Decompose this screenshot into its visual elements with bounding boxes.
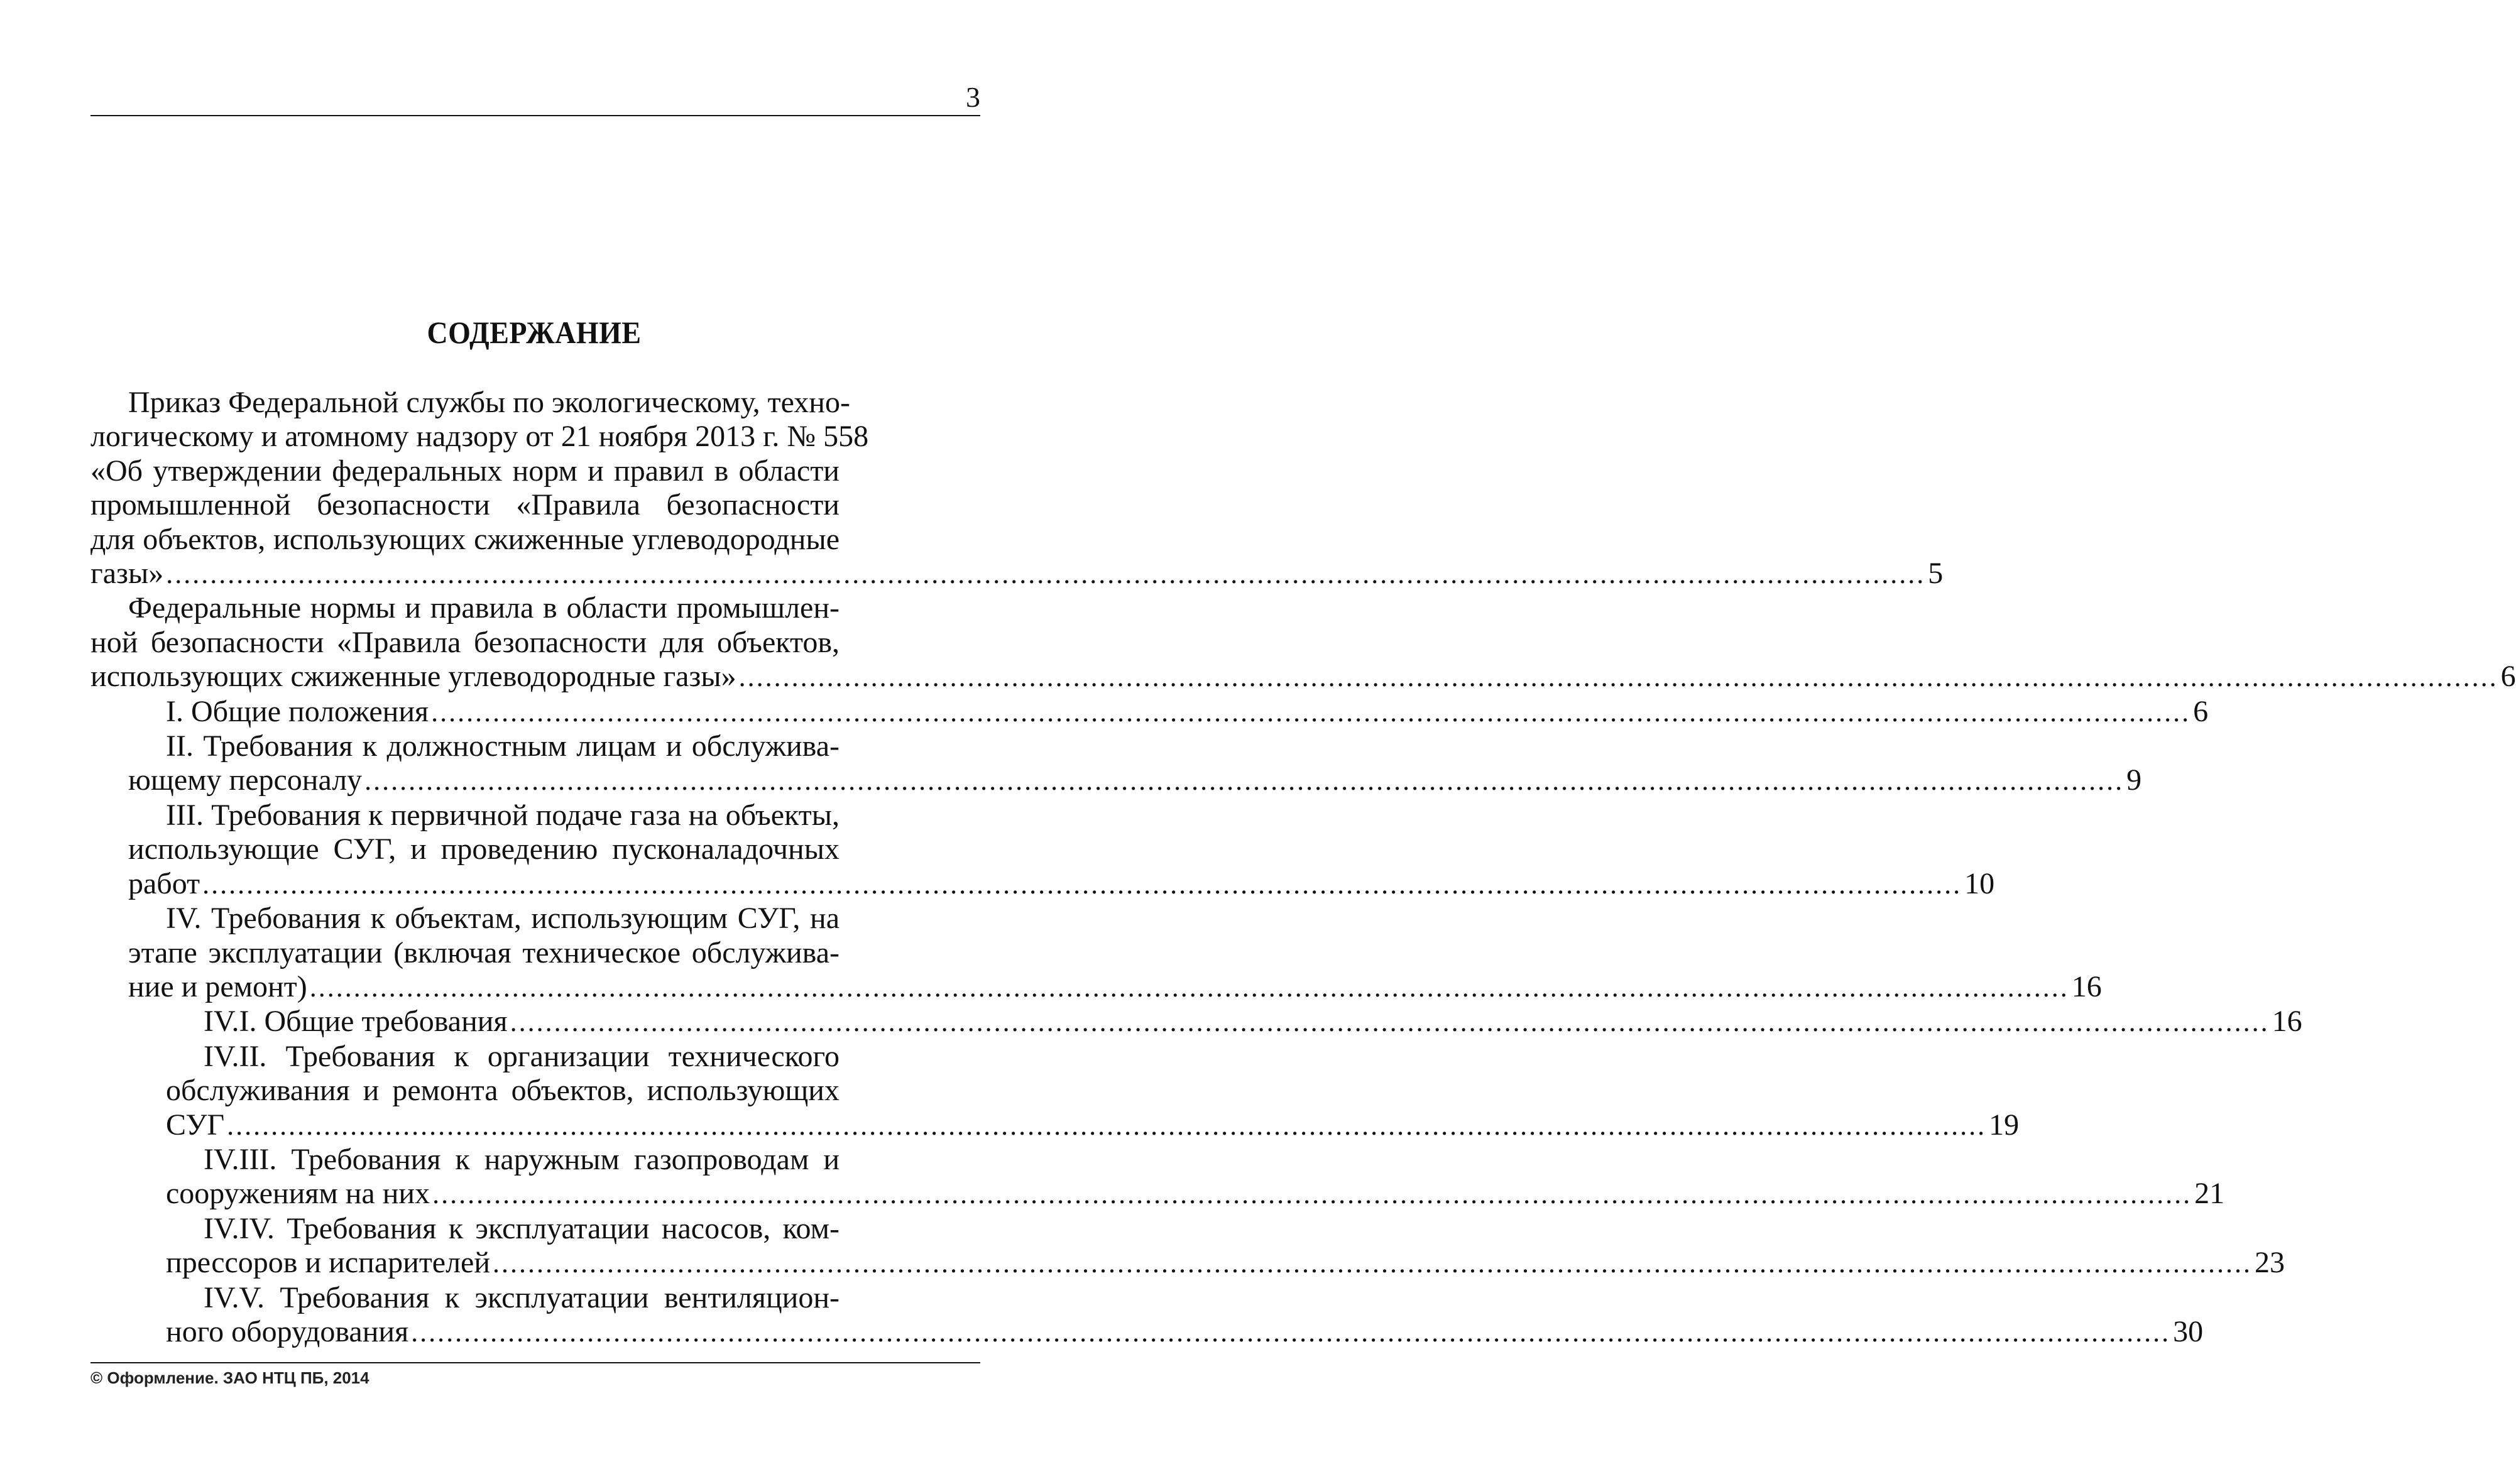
dot-leader: ........................................................................................................................................................................................................ — [202, 868, 1962, 900]
toc-entry-line: промышленной безопасности «Правила безопасности — [90, 488, 840, 522]
toc-entry-line: IV.V. Требования к эксплуатации вентиляцион- — [204, 1280, 840, 1314]
toc-entry-line: этапе эксплуатации (включая техническое обслужива- — [128, 936, 840, 969]
toc-entry-last-line — [166, 1005, 2302, 1039]
dot-leader: ........................................................................................................................................................................................................ — [309, 971, 2069, 1003]
toc-entry-last-line — [128, 969, 2102, 1005]
toc-entry[interactable] — [90, 386, 1944, 591]
toc-entry-line: логическому и атомному надзору от 21 ноября 2013 г. № 558 — [90, 420, 869, 454]
toc-entry-title: использующих сжиженные углеводородные газы» — [90, 660, 736, 694]
toc-entry[interactable] — [166, 1280, 2204, 1350]
toc-entry-last-line — [90, 557, 1944, 591]
toc-entry-line: IV.III. Требования к наружным газопроводам и — [204, 1142, 840, 1176]
toc-entry-line: IV. Требования к объектам, использующим СУГ, на — [166, 902, 840, 936]
header-rule — [90, 115, 980, 116]
toc-entry-line: для объектов, использующих сжиженные углеводородные — [90, 522, 840, 556]
toc-entry[interactable] — [166, 1142, 2225, 1212]
page-title: СОДЕРЖАНИЕ — [427, 315, 642, 350]
toc-entry-last-line — [166, 1177, 2225, 1211]
toc-entry-last-line — [90, 660, 2516, 694]
toc-entry-line: обслуживания и ремонта объектов, использующих — [166, 1074, 840, 1108]
toc-page-number: 5 — [1928, 557, 1944, 591]
dot-leader: ........................................................................................................................................................................................................ — [510, 1007, 2270, 1038]
dot-leader: ........................................................................................................................................................................................................ — [166, 559, 1926, 590]
toc-entry[interactable] — [90, 591, 2516, 694]
toc-entry-line: II. Требования к должностным лицам и обслужива- — [166, 729, 840, 763]
dot-leader: ........................................................................................................................................................................................................ — [364, 765, 2125, 797]
toc-entry-line: Федеральные нормы и правила в области промышлен- — [128, 591, 840, 625]
toc-entry[interactable] — [166, 1211, 2285, 1281]
toc-entry-line: IV.IV. Требования к эксплуатации насосов, ком- — [204, 1211, 840, 1245]
toc-entry-title: ние и ремонт) — [128, 969, 307, 1003]
toc-entry-last-line — [166, 1246, 2285, 1280]
toc-entry-last-line — [128, 763, 2142, 798]
toc-page-number: 6 — [2500, 660, 2516, 694]
toc-entry-title: IV.I. Общие требования — [204, 1005, 508, 1039]
dot-leader: ........................................................................................................................................................................................................ — [493, 1248, 2253, 1279]
toc-entry-title: работ — [128, 866, 200, 900]
toc-entry-line: использующие СУГ, и проведению пусконаладочных — [128, 832, 840, 866]
toc-entry-title: ного оборудования — [166, 1314, 409, 1348]
toc-page-number: 6 — [2193, 694, 2209, 728]
copyright-footer: © Оформление. ЗАО НТЦ ПБ, 2014 — [90, 1368, 369, 1387]
dot-leader: ........................................................................................................................................................................................................ — [411, 1316, 2171, 1348]
dot-leader: ........................................................................................................................................................................................................ — [431, 696, 2191, 728]
toc-entry[interactable] — [166, 1039, 2020, 1143]
toc-entry[interactable] — [128, 902, 2102, 1005]
toc-entry[interactable] — [128, 729, 2142, 799]
toc-entry-title: сооружениям на них — [166, 1177, 430, 1211]
toc-page-number: 10 — [1964, 866, 1995, 900]
toc-entry-line: ной безопасности «Правила безопасности для объектов, — [90, 625, 840, 659]
toc-entry-last-line — [128, 694, 2209, 729]
toc-entry-title: прессоров и испарителей — [166, 1246, 491, 1280]
toc-entry-line: III. Требования к первичной подаче газа на объекты, — [166, 798, 840, 832]
table-of-contents — [90, 386, 2516, 1350]
dot-leader: ........................................................................................................................................................................................................ — [227, 1110, 1987, 1141]
toc-entry-line: IV.II. Требования к организации технического — [204, 1039, 840, 1073]
dot-leader: ........................................................................................................................................................................................................ — [738, 662, 2498, 693]
toc-entry-last-line — [166, 1314, 2204, 1350]
footer-rule — [90, 1362, 980, 1363]
toc-page-number: 16 — [2272, 1005, 2302, 1039]
toc-page-number: 30 — [2173, 1314, 2204, 1348]
toc-page-number: 16 — [2071, 969, 2102, 1003]
toc-entry-last-line — [128, 866, 1995, 902]
toc-page-number: 19 — [1989, 1108, 2020, 1142]
toc-page-number: 9 — [2126, 763, 2142, 797]
toc-entry-last-line — [166, 1108, 2020, 1143]
page-number: 3 — [966, 81, 980, 113]
toc-entry-line: «Об утверждении федеральных норм и правил в области — [90, 454, 840, 488]
toc-page-number: 21 — [2194, 1177, 2225, 1211]
toc-entry[interactable] — [128, 798, 1995, 902]
toc-entry[interactable] — [166, 1005, 2302, 1039]
toc-entry[interactable] — [128, 694, 2209, 729]
toc-entry-title: ющему персоналу — [128, 763, 363, 797]
toc-entry-title: газы» — [90, 557, 164, 591]
dot-leader: ........................................................................................................................................................................................................ — [432, 1179, 2192, 1210]
toc-entry-line: Приказ Федеральной службы по экологическому, техно- — [128, 386, 850, 419]
toc-page-number: 23 — [2255, 1246, 2285, 1280]
toc-entry-title: I. Общие положения — [166, 694, 429, 728]
toc-entry-title: СУГ — [166, 1108, 225, 1142]
